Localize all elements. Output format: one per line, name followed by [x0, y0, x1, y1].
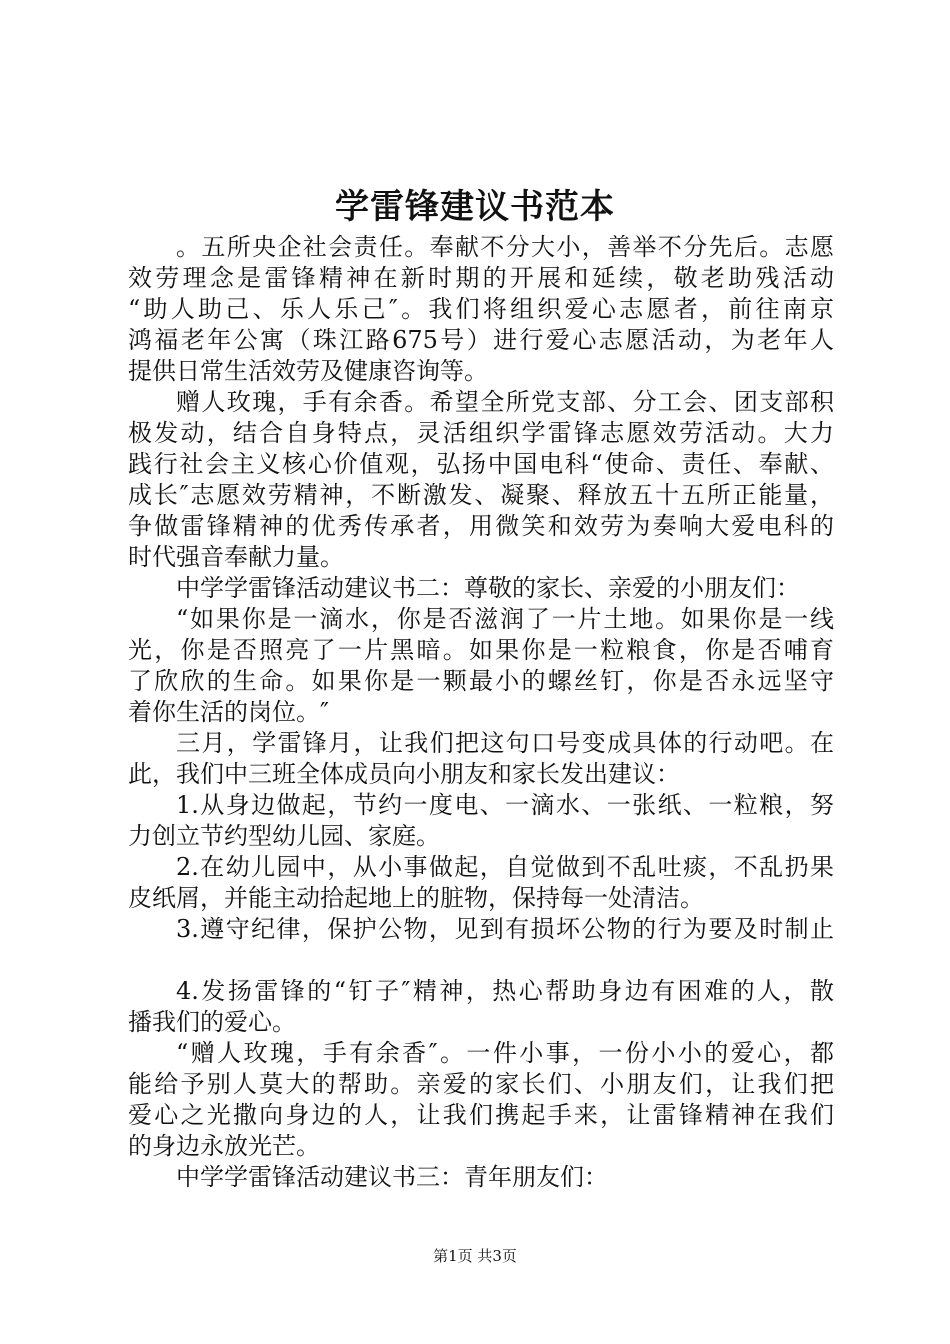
- text-line: 此，我们中三班全体成员向小朋友和家长发出建议：: [128, 760, 680, 788]
- text-line: 1.从身边做起，节约一度电、一滴水、一张纸、一粒粮，努: [176, 791, 834, 819]
- blank-line: [128, 945, 834, 976]
- text-line: 4.发扬雷锋的“钉子″精神，热心帮助身边有困难的人，散: [176, 977, 834, 1005]
- text-line: 中学学雷锋活动建议书二：尊敬的家长、亲爱的小朋友们：: [176, 574, 800, 602]
- text-line: 光，你是否照亮了一片黑暗。如果你是一粒粮食，你是否哺育: [128, 636, 834, 664]
- text-line: “如果你是一滴水，你是否滋润了一片土地。如果你是一线: [176, 605, 834, 633]
- text-line: 能给予别人莫大的帮助。亲爱的家长们、小朋友们，让我们把: [128, 1070, 834, 1098]
- text-line: “助人助己、乐人乐己″。我们将组织爱心志愿者，前往南京: [128, 295, 834, 323]
- text-line: 极发动，结合自身特点，灵活组织学雷锋志愿效劳活动。大力: [128, 419, 834, 447]
- page-title: 学雷锋建议书范本: [335, 187, 615, 227]
- text-line: 皮纸屑，并能主动拾起地上的脏物，保持每一处清洁。: [128, 884, 704, 912]
- text-line: 成长″志愿效劳精神，不断激发、凝聚、释放五十五所正能量，: [128, 481, 834, 509]
- document-body: [128, 232, 834, 1193]
- text-line: 了欣欣的生命。如果你是一颗最小的螺丝钉，你是否永远坚守: [128, 667, 834, 695]
- text-line: 中学学雷锋活动建议书三：青年朋友们：: [176, 1163, 608, 1191]
- text-line: 的身边永放光芒。: [128, 1132, 320, 1160]
- text-line: 践行社会主义核心价值观，弘扬中国电科“使命、责任、奉献、: [128, 450, 834, 478]
- text-line: 3.遵守纪律，保护公物，见到有损坏公物的行为要及时制止: [176, 915, 834, 943]
- text-line: 效劳理念是雷锋精神在新时期的开展和延续，敬老助残活动: [128, 264, 834, 292]
- text-line: 播我们的爱心。: [128, 1008, 296, 1036]
- page-indicator: 第1页 共3页: [433, 1247, 517, 1265]
- text-line: 力创立节约型幼儿园、家庭。: [128, 822, 440, 850]
- text-line: 着你生活的岗位。″: [128, 698, 329, 726]
- text-line: 2.在幼儿园中，从小事做起，自觉做到不乱吐痰，不乱扔果: [176, 853, 834, 881]
- text-line: “赠人玫瑰，手有余香″。一件小事，一份小小的爱心，都: [176, 1039, 834, 1067]
- text-line: 时代强音奉献力量。: [128, 543, 344, 571]
- text-line: 爱心之光撒向身边的人，让我们携起手来，让雷锋精神在我们: [128, 1101, 834, 1129]
- text-line: 赠人玫瑰，手有余香。希望全所党支部、分工会、团支部积: [176, 388, 834, 416]
- text-line: 争做雷锋精神的优秀传承者，用微笑和效劳为奏响大爱电科的: [128, 512, 834, 540]
- text-line: 三月，学雷锋月，让我们把这句口号变成具体的行动吧。在: [176, 729, 834, 757]
- text-line: 鸿福老年公寓（珠江路675号）进行爱心志愿活动，为老年人: [128, 326, 834, 354]
- text-line: 。五所央企社会责任。奉献不分大小，善举不分先后。志愿: [176, 233, 834, 261]
- text-line: 提供日常生活效劳及健康咨询等。: [128, 357, 488, 385]
